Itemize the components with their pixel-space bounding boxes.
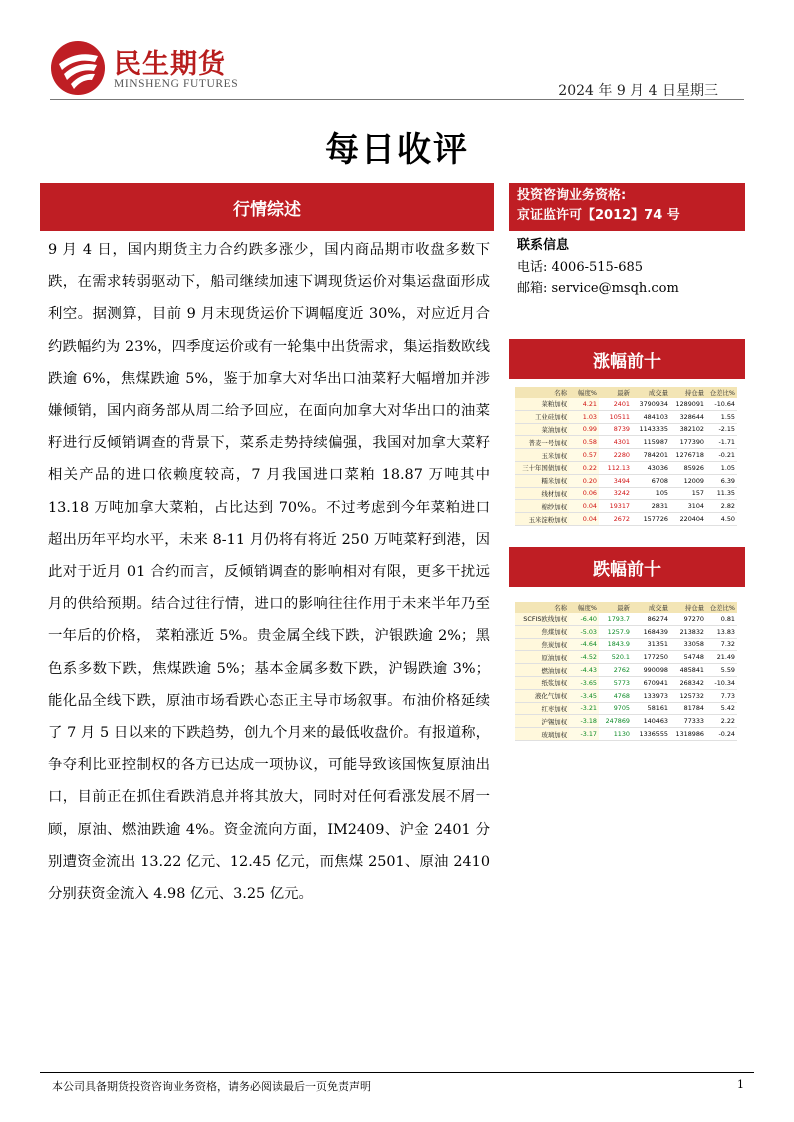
table-row bbox=[515, 461, 737, 474]
losers-col-header: 持仓量 bbox=[670, 602, 706, 613]
table-cell: 4301 bbox=[599, 436, 632, 449]
footer-divider bbox=[40, 1072, 754, 1073]
table-cell: 9705 bbox=[599, 702, 632, 715]
table-cell: 85926 bbox=[670, 461, 706, 474]
gainers-col-header: 仓差比% bbox=[706, 387, 737, 398]
table-cell: -3.45 bbox=[569, 689, 599, 702]
table-row bbox=[515, 613, 737, 625]
table-cell: 58161 bbox=[632, 702, 670, 715]
table-cell: 线材加权 bbox=[515, 487, 569, 500]
table-cell: 2401 bbox=[599, 398, 632, 410]
table-row bbox=[515, 398, 737, 410]
table-cell: 157 bbox=[670, 487, 706, 500]
table-row bbox=[515, 436, 737, 449]
losers-col-header: 幅度% bbox=[569, 602, 599, 613]
losers-col-header: 最新 bbox=[599, 602, 632, 613]
table-cell: 21.49 bbox=[706, 651, 737, 664]
table-cell: 77333 bbox=[670, 715, 706, 728]
table-row bbox=[515, 423, 737, 436]
table-cell: 0.22 bbox=[569, 461, 599, 474]
table-row bbox=[515, 638, 737, 651]
table-cell: -0.21 bbox=[706, 449, 737, 462]
table-row bbox=[515, 410, 737, 423]
losers-col-header: 成交量 bbox=[632, 602, 670, 613]
minsheng-logo-icon bbox=[50, 40, 106, 96]
table-cell: 177250 bbox=[632, 651, 670, 664]
table-row bbox=[515, 728, 737, 741]
table-row bbox=[515, 664, 737, 677]
table-cell: 0.57 bbox=[569, 449, 599, 462]
table-row bbox=[515, 474, 737, 487]
table-cell: 105 bbox=[632, 487, 670, 500]
table-cell: 3494 bbox=[599, 474, 632, 487]
table-cell: 19317 bbox=[599, 500, 632, 513]
table-cell: -3.65 bbox=[569, 676, 599, 689]
table-cell: 三十年国债加权 bbox=[515, 461, 569, 474]
table-cell: 1289091 bbox=[670, 398, 706, 410]
table-cell: -1.71 bbox=[706, 436, 737, 449]
qualification-line1: 投资咨询业务资格: bbox=[517, 188, 627, 203]
table-cell: 燃油加权 bbox=[515, 664, 569, 677]
gainers-header-row bbox=[515, 387, 737, 398]
table-cell: 990098 bbox=[632, 664, 670, 677]
table-cell: 328644 bbox=[670, 410, 706, 423]
table-cell: 115987 bbox=[632, 436, 670, 449]
qualification-line2: 京证监许可【2012】74 号 bbox=[517, 208, 680, 223]
table-cell: 2762 bbox=[599, 664, 632, 677]
table-cell: 玉米加权 bbox=[515, 449, 569, 462]
table-cell: 焦煤加权 bbox=[515, 625, 569, 638]
table-cell: -0.24 bbox=[706, 728, 737, 741]
table-cell: 2.22 bbox=[706, 715, 737, 728]
table-cell: 8739 bbox=[599, 423, 632, 436]
qualification-box bbox=[509, 183, 745, 231]
table-cell: 1318986 bbox=[670, 728, 706, 741]
gainers-col-header: 最新 bbox=[599, 387, 632, 398]
table-row bbox=[515, 715, 737, 728]
table-cell: -4.52 bbox=[569, 651, 599, 664]
gainers-body bbox=[515, 398, 737, 525]
table-cell: 玉米淀粉加权 bbox=[515, 513, 569, 526]
table-cell: -4.43 bbox=[569, 664, 599, 677]
table-cell: 140463 bbox=[632, 715, 670, 728]
table-row bbox=[515, 702, 737, 715]
table-cell: -3.18 bbox=[569, 715, 599, 728]
table-row bbox=[515, 500, 737, 513]
table-row bbox=[515, 676, 737, 689]
table-row bbox=[515, 513, 737, 526]
table-cell: 6708 bbox=[632, 474, 670, 487]
table-cell: 81784 bbox=[670, 702, 706, 715]
table-cell: 177390 bbox=[670, 436, 706, 449]
table-cell: 157726 bbox=[632, 513, 670, 526]
page-number: 1 bbox=[737, 1078, 744, 1091]
table-cell: 4.50 bbox=[706, 513, 737, 526]
table-cell: -5.03 bbox=[569, 625, 599, 638]
table-cell: 1843.9 bbox=[599, 638, 632, 651]
table-cell: 焦炭加权 bbox=[515, 638, 569, 651]
table-cell: 220404 bbox=[670, 513, 706, 526]
table-row bbox=[515, 625, 737, 638]
table-cell: 5773 bbox=[599, 676, 632, 689]
table-cell: 7.32 bbox=[706, 638, 737, 651]
header-divider bbox=[50, 99, 744, 100]
table-cell: 0.20 bbox=[569, 474, 599, 487]
table-cell: 3104 bbox=[670, 500, 706, 513]
table-cell: 86274 bbox=[632, 613, 670, 625]
table-cell: 10511 bbox=[599, 410, 632, 423]
table-cell: 0.58 bbox=[569, 436, 599, 449]
table-cell: 670941 bbox=[632, 676, 670, 689]
table-row bbox=[515, 689, 737, 702]
table-cell: 菜油加权 bbox=[515, 423, 569, 436]
losers-header-row bbox=[515, 602, 737, 613]
table-row bbox=[515, 651, 737, 664]
contact-heading: 联系信息 bbox=[517, 238, 570, 253]
table-cell: 原油加权 bbox=[515, 651, 569, 664]
gainers-heading: 涨幅前十 bbox=[509, 339, 745, 379]
table-cell: 红枣加权 bbox=[515, 702, 569, 715]
company-logo bbox=[50, 38, 290, 96]
footer-disclaimer: 本公司具备期货投资咨询业务资格，请务必阅读最后一页免责声明 bbox=[52, 1080, 371, 1093]
table-cell: 125732 bbox=[670, 689, 706, 702]
overview-heading: 行情综述 bbox=[40, 183, 494, 231]
table-cell: 棉纱加权 bbox=[515, 500, 569, 513]
table-cell: 2280 bbox=[599, 449, 632, 462]
table-cell: 液化气加权 bbox=[515, 689, 569, 702]
gainers-col-header: 幅度% bbox=[569, 387, 599, 398]
table-cell: 工业硅加权 bbox=[515, 410, 569, 423]
contact-email: 邮箱: service@msqh.com bbox=[517, 281, 679, 296]
table-cell: 268342 bbox=[670, 676, 706, 689]
table-cell: 133973 bbox=[632, 689, 670, 702]
table-cell: 0.04 bbox=[569, 500, 599, 513]
table-cell: 7.73 bbox=[706, 689, 737, 702]
table-cell: 12009 bbox=[670, 474, 706, 487]
table-cell: 6.39 bbox=[706, 474, 737, 487]
gainers-col-header: 成交量 bbox=[632, 387, 670, 398]
table-cell: 普麦一号加权 bbox=[515, 436, 569, 449]
table-cell: -3.17 bbox=[569, 728, 599, 741]
table-cell: 11.35 bbox=[706, 487, 737, 500]
table-cell: 31351 bbox=[632, 638, 670, 651]
table-cell: 1257.9 bbox=[599, 625, 632, 638]
table-cell: 0.06 bbox=[569, 487, 599, 500]
table-cell: 4.21 bbox=[569, 398, 599, 410]
table-cell: 菜粕加权 bbox=[515, 398, 569, 410]
table-cell: 168439 bbox=[632, 625, 670, 638]
table-row bbox=[515, 487, 737, 500]
table-cell: 54748 bbox=[670, 651, 706, 664]
table-cell: 3790934 bbox=[632, 398, 670, 410]
losers-body bbox=[515, 613, 737, 740]
table-row bbox=[515, 449, 737, 462]
table-cell: 0.04 bbox=[569, 513, 599, 526]
table-cell: 97270 bbox=[670, 613, 706, 625]
gainers-col-header: 名称 bbox=[515, 387, 569, 398]
table-cell: 玻璃加权 bbox=[515, 728, 569, 741]
table-cell: 糯米加权 bbox=[515, 474, 569, 487]
gainers-col-header: 持仓量 bbox=[670, 387, 706, 398]
table-cell: 1130 bbox=[599, 728, 632, 741]
table-cell: 3242 bbox=[599, 487, 632, 500]
table-cell: 247869 bbox=[599, 715, 632, 728]
overview-article: 9 月 4 日，国内期货主力合约跌多涨少，国内商品期市收盘多数下跌，在需求转弱驱动下，船司继续加速下调现货运价对集运盘面形成利空。据测算，目前 9 月末现货运价下调幅度近 30%，对应近月合约跌幅约为 23%，四季度运价或有一轮集中出货需求，集运指数欧线跌逾 6%，焦煤跌逾 5%，鉴于加拿大对华出口油菜籽大幅增加并涉嫌倾销，国内商务部从周二给予回应，在面向加拿大对华出口的油菜籽进行反倾销调查的背景下，菜系走势持续偏强，我国对加拿大菜籽相关产品的进口依赖度较高，7 月我国进口菜粕 18.87 万吨其中 13.18 万吨加拿大菜粕，占比达到 70%。不过考虑到今年菜粕进口超出历年平均水平，未来 8-11 月仍将有将近 250 万吨菜籽到港，因此对于近月 01 合约而言，反倾销调查的影响相对有限，更多干扰远月的供给预期。结合过往行情，进口的影响往往作用于未来半年乃至一年后的价格， 菜粕涨近 5%。贵金属全线下跌，沪银跌逾 2%；黑色系多数下跌，焦煤跌逾 5%；基本金属多数下跌，沪锡跌逾 3%；能化品全线下跌，原油市场看跌心态正主导市场叙事。布油价格延续了 7 月 5 日以来的下跌趋势，创九个月来的最低收盘价。有报道称，争夺利比亚控制权的各方已达成一项协议，可能导致该国恢复原油出口，目前正在抓住看跌消息并将其放大，同时对任何看涨发展不屑一顾，原油、燃油跌逾 4%。资金流向方面，IM2409、沪金 2401 分别遭资金流出 13.22 亿元、12.45 亿元，而焦煤 2501、原油 2410 分别获资金流入 4.98 亿元、3.25 亿元。 bbox=[48, 242, 490, 903]
table-cell: -3.21 bbox=[569, 702, 599, 715]
table-cell: 纸浆加权 bbox=[515, 676, 569, 689]
losers-col-header: 名称 bbox=[515, 602, 569, 613]
report-date: 2024 年 9 月 4 日星期三 bbox=[558, 83, 718, 99]
table-cell: 485841 bbox=[670, 664, 706, 677]
table-cell: 1.05 bbox=[706, 461, 737, 474]
table-cell: -10.34 bbox=[706, 676, 737, 689]
table-cell: -4.64 bbox=[569, 638, 599, 651]
table-cell: 沪锡加权 bbox=[515, 715, 569, 728]
table-cell: 33058 bbox=[670, 638, 706, 651]
table-cell: 1.03 bbox=[569, 410, 599, 423]
table-cell: 0.81 bbox=[706, 613, 737, 625]
table-cell: 2831 bbox=[632, 500, 670, 513]
table-cell: 43036 bbox=[632, 461, 670, 474]
table-cell: -2.15 bbox=[706, 423, 737, 436]
table-cell: 1.55 bbox=[706, 410, 737, 423]
table-cell: 784201 bbox=[632, 449, 670, 462]
table-cell: -10.64 bbox=[706, 398, 737, 410]
table-cell: 520.1 bbox=[599, 651, 632, 664]
losers-heading: 跌幅前十 bbox=[509, 547, 745, 587]
brand-name-cn: 民生期货 bbox=[114, 49, 226, 80]
table-cell: 1143335 bbox=[632, 423, 670, 436]
table-cell: 2672 bbox=[599, 513, 632, 526]
table-cell: 213832 bbox=[670, 625, 706, 638]
table-cell: SCFIS欧线加权 bbox=[515, 613, 569, 625]
table-cell: -6.40 bbox=[569, 613, 599, 625]
table-cell: 484103 bbox=[632, 410, 670, 423]
table-cell: 5.59 bbox=[706, 664, 737, 677]
losers-col-header: 仓差比% bbox=[706, 602, 737, 613]
contact-phone: 电话: 4006-515-685 bbox=[517, 260, 644, 275]
page-title: 每日收评 bbox=[325, 130, 469, 170]
table-cell: 2.82 bbox=[706, 500, 737, 513]
table-cell: 382102 bbox=[670, 423, 706, 436]
table-cell: 5.42 bbox=[706, 702, 737, 715]
table-cell: 112.13 bbox=[599, 461, 632, 474]
gainers-table bbox=[515, 387, 737, 526]
table-cell: 4768 bbox=[599, 689, 632, 702]
table-cell: 1336555 bbox=[632, 728, 670, 741]
table-cell: 13.83 bbox=[706, 625, 737, 638]
losers-table bbox=[515, 602, 737, 741]
brand-name-en: MINSHENG FUTURES bbox=[114, 78, 239, 90]
table-cell: 0.99 bbox=[569, 423, 599, 436]
table-cell: 1276718 bbox=[670, 449, 706, 462]
table-cell: 1793.7 bbox=[599, 613, 632, 625]
